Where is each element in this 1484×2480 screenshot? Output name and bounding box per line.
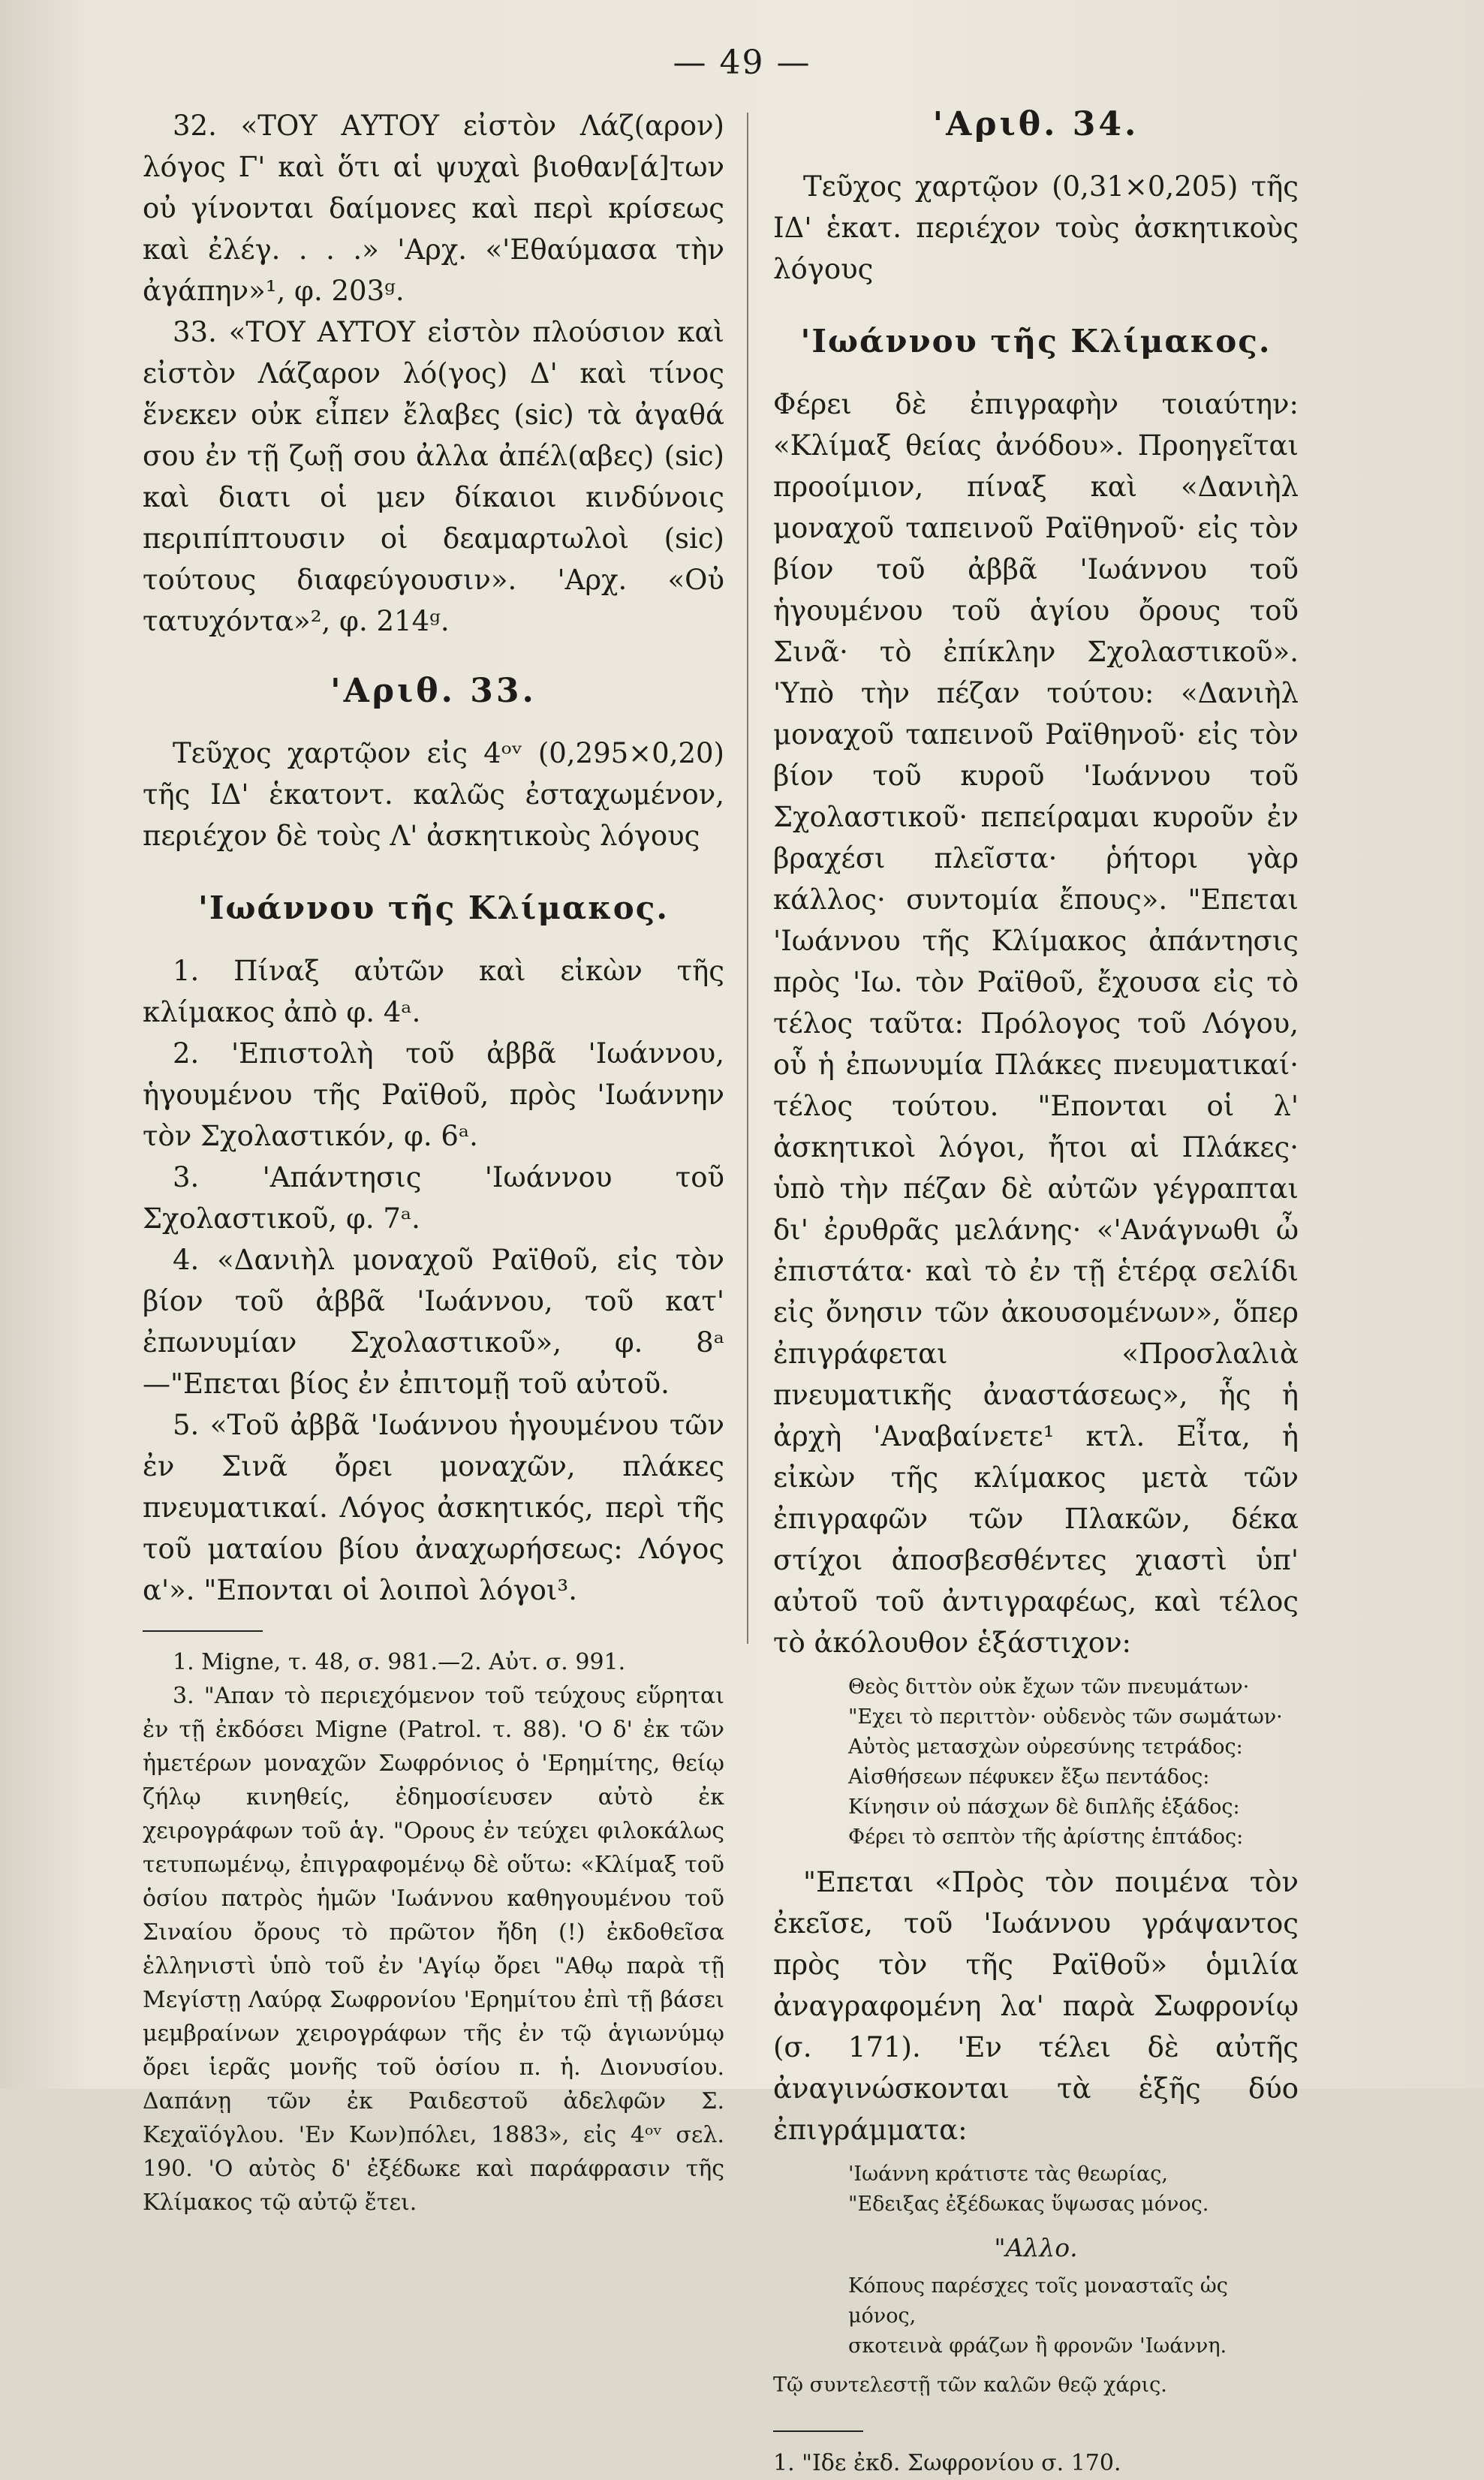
number-heading-33: 'Αριθ. 33.: [330, 672, 537, 710]
codex-description: Τεῦχος χαρτῷον (0,31×0,205) τῆς ΙΔ' ἑκατ. περιέχον τοὺς ἀσκητικοὺς λόγους: [773, 170, 1299, 285]
main-text: Φέρει δὲ ἐπιγραφὴν τοιαύτην: «Κλίμαξ θείας ἀνόδου». Προηγεῖται προοίμιον, πίναξ καὶ «Δανιὴλ μοναχοῦ ταπεινοῦ Ραϊθηνοῦ· εἰς τὸν βίον τοῦ ἀββᾶ 'Ιωάννου τοῦ ἡγουμένου τοῦ ἁγίου ὄρους τοῦ Σινᾶ· τὸ ἐπίκλην Σχολαστικοῦ». 'Υπὸ τὴν πέζαν τούτου: «Δανιὴλ μοναχοῦ ταπεινοῦ Ραϊθηνοῦ· εἰς τὸν βίον τοῦ κυροῦ 'Ιωάννου τοῦ Σχολαστικοῦ· πεπείραμαι κυροῦν ἐν βραχέσι πλεῖστα· ῥήτορι γὰρ κάλλος· συντομία ἔπους». "Επεται 'Ιωάννου τῆς Κλίμακος ἀπάντησις πρὸς 'Ιω. τὸν Ραϊθοῦ, ἔχουσα εἰς τὸ τέλος ταῦτα: Πρόλογος τοῦ Λόγου, οὗ ἡ ἐπωνυμία Πλάκες πνευματικαί· τέλος τούτου. "Επονται οἱ λ' ἀσκητικοὶ λόγοι, ἤτοι αἱ Πλάκες· ὑπὸ τὴν πέζαν δὲ αὐτῶν γέγραπται δι' ἐρυθρᾶς μελάνης· «'Ανάγνωθι ὦ ἐπιστάτα· καὶ τὸ ἐν τῇ ἑτέρᾳ σελίδι εἰς ὄνησιν τῶν ἀκουσομένων», ὅπερ ἐπιγράφεται «Προσλαλιὰ πνευματικῆς ἀναστάσεως», ἧς ἡ ἀρχὴ 'Αναβαίνετε¹ κτλ. Εἶτα, ἡ εἰκὼν τῆς κλίμακος μετὰ τῶν ἐπιγραφῶν τῶν Πλακῶν, δέκα στίχοι ἀποσβεσθέντες χιαστὶ ὑπ' αὐτοῦ τοῦ ἀντιγραφέως, καὶ τέλος τὸ ἀκόλουθον ἑξάστιχον:: [773, 388, 1299, 1659]
poem-line: Αὐτὸς μετασχὼν οὐρεσύνης τετράδος:: [848, 1735, 1243, 1759]
poem-line: 'Ιωάννη κράτιστε τὰς θεωρίας,: [848, 2162, 1168, 2186]
footnotes: [143, 1645, 724, 2220]
number-heading-34: 'Αριθ. 34.: [932, 105, 1139, 143]
poem-line: Φέρει τὸ σεπτὸν τῆς ἀρίστης ἑπτάδος:: [848, 1825, 1244, 1849]
poem-line: σκοτεινὰ φράζων ἢ φρονῶν 'Ιωάννη.: [848, 2334, 1227, 2358]
entry-32: 32. «ΤΟΥ ΑΥΤΟΥ εἰστὸν Λάζ(αρον) λόγος Γ' καὶ ὅτι αἱ ψυχαὶ βιοθαν[ά]των οὐ γίνονται δαίμονες καὶ περὶ κρίσεως καὶ ἐλέγ. . . .» 'Αρχ. «'Εθαύμασα τὴν ἀγάπην»¹, φ. 203ᵍ.: [143, 110, 724, 307]
allo-title: "Αλλο.: [994, 2233, 1078, 2262]
author-heading: 'Ιωάννου τῆς Κλίμακος.: [800, 323, 1272, 360]
poem-line: Κίνησιν οὐ πάσχων δὲ διπλῆς ἑξάδος:: [848, 1795, 1240, 1819]
poem-line: "Εδειξας ἐξέδωκας ὕψωσας μόνος.: [848, 2193, 1209, 2216]
poem-line: Αἰσθήσεων πέφυκεν ἔξω πεντάδος:: [848, 1765, 1210, 1789]
footnote-3: 3. "Απαν τὸ περιεχόμενον τοῦ τεύχους εὕρηται ἐν τῇ ἐκδόσει Migne (Patrol. τ. 88). 'Ο δ' ἐκ τῶν ἡμετέρων μοναχῶν Σωφρόνιος ὁ 'Ερημίτης, θείῳ ζήλῳ κινηθείς, ἐδημοσίευσεν αὐτὸ ἐκ χειρογράφων τοῦ ἁγ. "Ορους ἐν τεύχει φιλοκάλως τετυπωμένῳ, ἐπιγραφομένῳ δὲ οὕτω: «Κλίμαξ τοῦ ὁσίου πατρὸς ἡμῶν 'Ιωάννου καθηγουμένου τοῦ Σιναίου ὄρους τὸ πρῶτον ἤδη (!) ἐκδοθεῖσα ἑλληνιστὶ ὑπὸ τοῦ ἐν 'Αγίῳ ὄρει "Αθῳ παρὰ τῇ Μεγίστῃ Λαύρᾳ Σωφρονίου 'Ερημίτου ἐπὶ τῇ βάσει μεμβραίνων χειρογράφων τῆς ἐν τῷ ἁγιωνύμῳ ὄρει ἱερᾶς μονῆς τοῦ ὁσίου π. ἡ. Διονυσίου. Δαπάνῃ τῶν ἐκ Ραιδεστοῦ ἀδελφῶν Σ. Κεχαϊόγλου. 'Εν Κων)πόλει, 1883», εἰς 4ᵒᵛ σελ. 190. 'Ο αὐτὸς δ' ἐξέδωκε καὶ παράφρασιν τῆς Κλίμακος τῷ αὐτῷ ἔτει.: [143, 1683, 724, 2216]
closing-line-wrap: [773, 2370, 1299, 2400]
poem-line: Κόπους παρέσχες τοῖς μονασταῖς ὡς μόνος,: [848, 2274, 1228, 2328]
author-heading: 'Ιωάννου τῆς Κλίμακος.: [198, 889, 669, 926]
poem-line: Θεὸς διττὸν οὐκ ἔχων τῶν πνευμάτων·: [848, 1675, 1250, 1699]
list-item: 1. Πίναξ αὐτῶν καὶ εἰκὼν τῆς κλίμακος ἀπὸ φ. 4ᵃ.: [143, 955, 724, 1028]
list-item: 4. «Δανιὴλ μοναχοῦ Ραϊθοῦ, εἰς τὸν βίον τοῦ ἀββᾶ 'Ιωάννου, τοῦ κατ' ἐπωνυμίαν Σχολαστικοῦ», φ. 8ᵃ—"Επεται βίος ἐν ἐπιτομῇ τοῦ αὐτοῦ.: [143, 1244, 724, 1400]
page-number: — 49 —: [673, 44, 811, 82]
footnote-rule: [773, 2430, 863, 2432]
list-item: 3. 'Απάντησις 'Ιωάννου τοῦ Σχολαστικοῦ, φ. 7ᵃ.: [143, 1161, 724, 1235]
entry-33: 33. «ΤΟΥ ΑΥΤΟΥ εἰστὸν πλούσιον καὶ εἰστὸν Λάζαρον λό(γος) Δ' καὶ τίνος ἕνεκεν οὐκ εἶπεν ἔλαβες (sic) τὰ ἀγαθά σου ἐν τῇ ζωῇ σου ἀλλα ἀπέλ(αβες) (sic) καὶ διατι οἱ μεν δίκαιοι κινδύνοις περιπίπτουσιν οἱ δεαμαρτωλοὶ (sic) τούτους διαφεύγουσιν». 'Αρχ. «Οὐ τατυχόντα»², φ. 214ᵍ.: [143, 316, 724, 637]
codex-description: Τεῦχος χαρτῷον εἰς 4ᵒᵛ (0,295×0,20) τῆς ΙΔ' ἑκατοντ. καλῶς ἐσταχωμένον, περιέχον δὲ τοὺς Λ' ἀσκητικοὺς λόγους: [143, 737, 724, 852]
hexastich-poem: [848, 1672, 1299, 1852]
closing-line: Τῷ συντελεστῇ τῶν καλῶν θεῷ χάρις.: [773, 2373, 1167, 2397]
column-divider: [747, 113, 748, 1644]
list-item: 2. 'Επιστολὴ τοῦ ἀββᾶ 'Ιωάννου, ἡγουμένου τῆς Ραϊθοῦ, πρὸς 'Ιωάννην τὸν Σχολαστικόν, φ. 6ᵃ.: [143, 1037, 724, 1152]
left-column: [143, 105, 724, 2220]
after-poem-text: "Επεται «Πρὸς τὸν ποιμένα τὸν ἐκεῖσε, τοῦ 'Ιωάννου γράψαντος πρὸς τὸν τῆς Ραϊθοῦ» ὁμιλία ἀναγραφομένη λα' παρὰ Σωφρονίῳ (σ. 171). 'Εν τέλει δὲ αὐτῆς ἀναγινώσκονται τὰ ἑξῆς δύο ἐπιγράμματα:: [773, 1866, 1299, 2146]
footnote-1-2: 1. Migne, τ. 48, σ. 981.—2. Αὐτ. σ. 991.: [173, 1649, 626, 1675]
list-item: 5. «Τοῦ ἀββᾶ 'Ιωάννου ἡγουμένου τῶν ἐν Σινᾶ ὄρει μοναχῶν, πλάκες πνευματικαί. Λόγος ἀσκητικός, περὶ τῆς τοῦ ματαίου βίου ἀναχωρήσεως: Λόγος α'». "Επονται οἱ λοιποὶ λόγοι³.: [143, 1409, 724, 1606]
epigram-1: [848, 2159, 1299, 2220]
footnote-rule: [143, 1630, 263, 1632]
footnotes: [773, 2447, 1299, 2480]
poem-line: "Εχει τὸ περιττὸν· οὐδενὸς τῶν σωμάτων·: [848, 1705, 1283, 1729]
right-column: [773, 105, 1299, 2480]
epigram-2: [848, 2271, 1299, 2361]
footnote-1: 1. "Ιδε ἐκδ. Σωφρονίου σ. 170.: [773, 2450, 1121, 2476]
